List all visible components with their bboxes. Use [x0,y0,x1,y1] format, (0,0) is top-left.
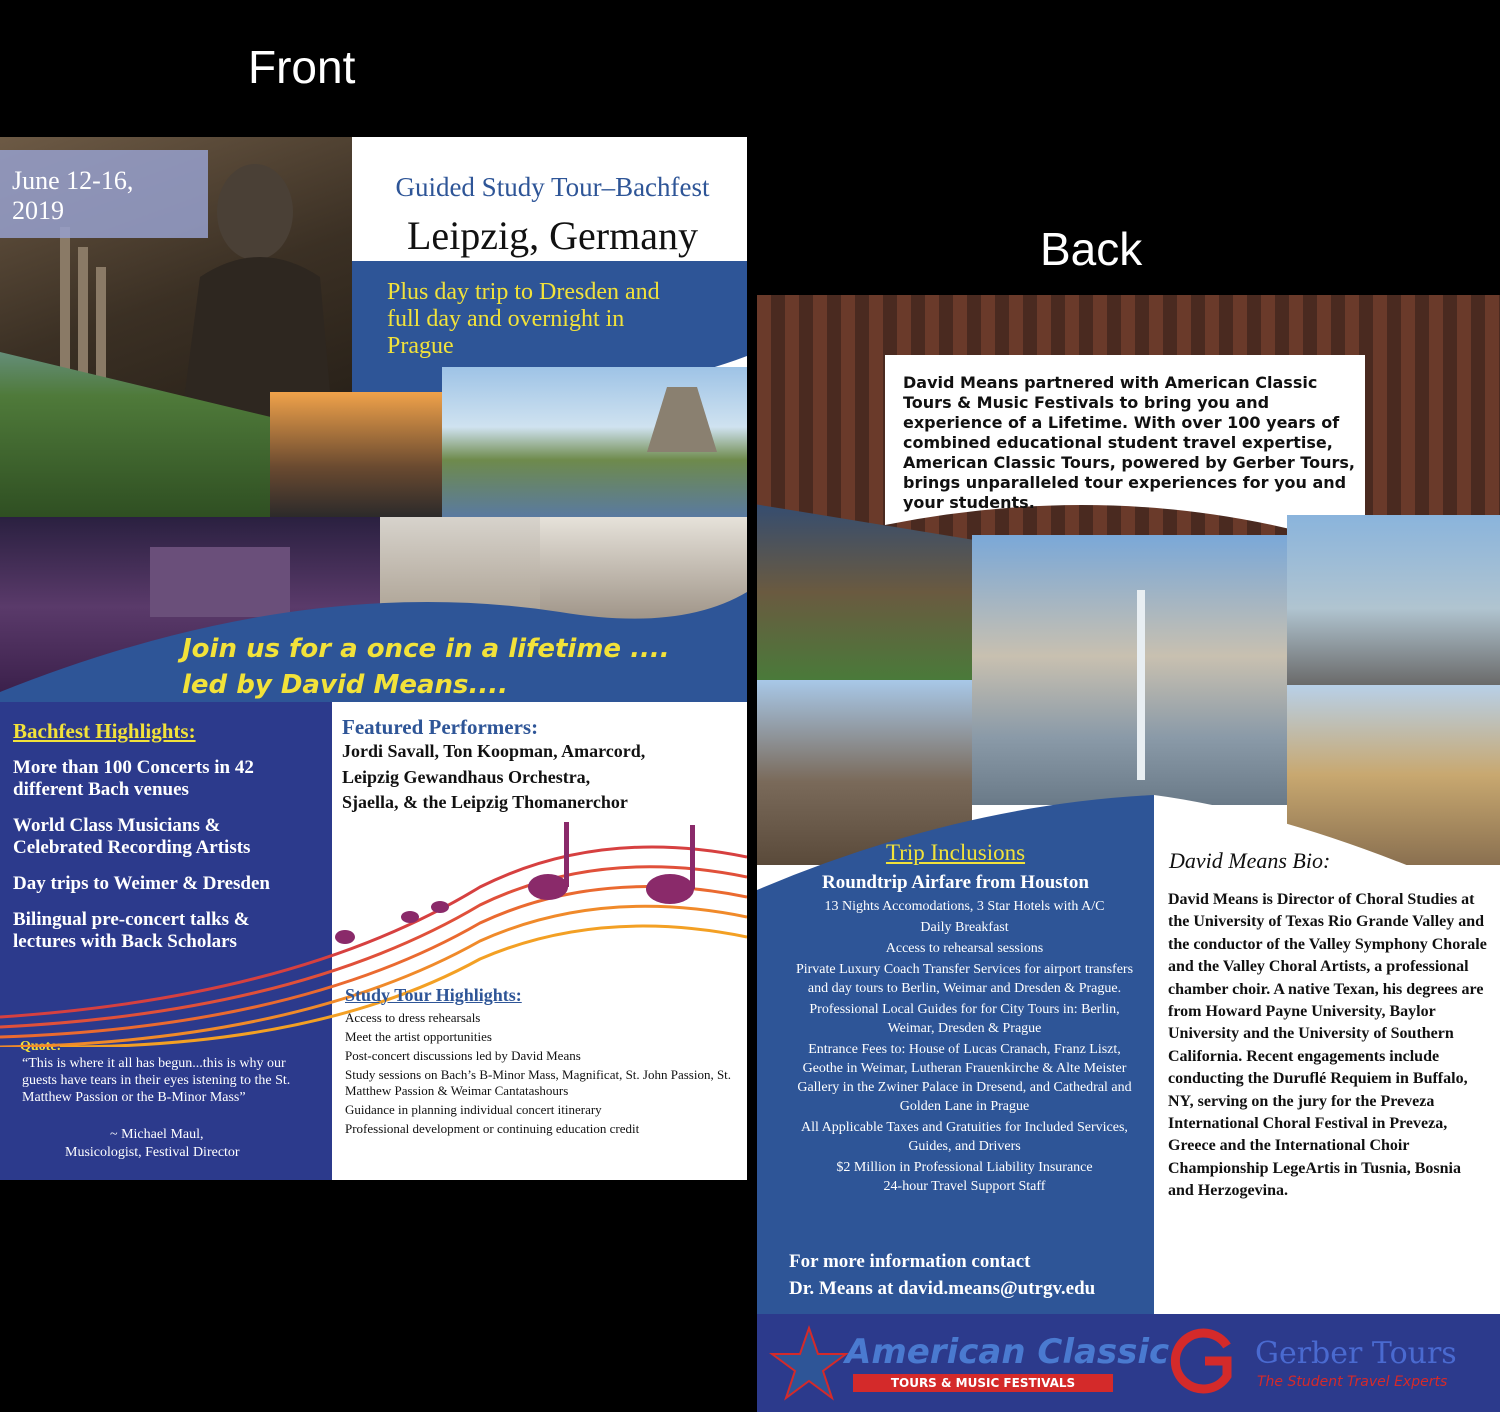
study-item: Professional development or continuing education credit [345,1121,640,1136]
inclusion-item: Access to rehearsal sessions [885,941,1044,956]
study-item: Meet the artist opportunities [345,1029,492,1044]
contact-line-2 [789,1278,1095,1300]
tour-date: June 12-16, 2019 [12,166,134,225]
inclusion-item: 24-hour Travel Support Staff [883,1179,1046,1194]
inclusion-item: Pirvate Luxury Coach Transfer Services for airport transfers and day tours to Berlin, Weimar and Dresden & Prague. [795,962,1134,996]
highlight-item: Day trips to Weimer & Dresden [13,873,271,894]
performer-line: Leipzig Gewandhaus Orchestra, [342,767,591,787]
inclusion-item: $2 Million in Professional Liability Insurance [836,1160,1093,1175]
american-classic-logo: American Classic [845,1332,1170,1372]
inclusion-item: All Applicable Taxes and Gratuities for Included Services, Guides, and Drivers [801,1120,1128,1154]
performer-line: Jordi Savall, Ton Koopman, Amarcord, [342,741,646,761]
study-item: Guidance in planning individual concert itinerary [345,1102,602,1117]
modern-church-photo [1287,515,1500,685]
highlight-item: More than 100 Concerts in 42 different Bach venues [13,757,254,800]
back-label: Back [1040,223,1143,275]
study-item: Study sessions on Bach’s B-Minor Mass, Magnificat, St. John Passion, St. Matthew Passion & Weimar Cantatashours [345,1067,732,1098]
study-title: Study Tour Highlights: [345,985,522,1005]
join-line-1: Join us for a once in a lifetime .... [182,634,670,664]
performer-line: Sjaella, & the Leipzig Thomanerchor [342,792,628,812]
contact-line-1: For more information contact [789,1251,1031,1272]
daytrip-text: Plus day trip to Dresden and full day and overnight in Prague [387,279,660,359]
gerber-logo-sub: The Student Travel Experts [1257,1374,1448,1390]
study-item: Access to dress rehearsals [345,1010,481,1025]
date-box [0,150,208,238]
quote-label: Quote: [20,1039,62,1054]
inclusions-lead: Roundtrip Airfare from Houston [822,872,1089,893]
american-classic-sub: TOURS & MUSIC FESTIVALS [853,1374,1113,1392]
inclusion-item: Entrance Fees to: House of Lucas Cranach, Franz Liszt, Geothe in Weimar, Lutheran Frauenkirche & Alte Meister Gallery in the Zwiner Palace in Dresend, and Cathedral and Golden Lane in Prague [797,1042,1132,1114]
palace-sunset-photo [270,392,445,517]
quote-text: “This is where it all has begun...this is why our guests have tears in their eyes istening to the St. Matthew Passion or the B-Minor Mass” [22,1056,291,1105]
bio-text: David Means is Director of Choral Studies at the University of Texas Rio Grande Valley and the conductor of the Valley Symphony Chorale and the Valley Choral Artists, a professional chamber choir. A native Texan, his degrees are from Howard Payne University, Baylor University and the University of Southern California. Recent engagements include conducting the Duruflé Requiem in Buffalo, NY, serving on the jury for the Preveza International Choral Festival in Preveza, Greece and the International Choir Championship LegeArtis in Tusnia, Bosnia and Herzogevina. [1168,891,1487,1200]
contact-prefix: Dr. Means at [789,1278,899,1299]
gerber-logo-icon [1167,1326,1237,1396]
bio-title: David Means Bio: [1169,848,1331,873]
inclusions-title: Trip Inclusions [885,840,1026,865]
study-item: Post-concert discussions led by David Means [345,1048,581,1063]
star-logo-icon [769,1324,849,1404]
logo-footer [757,1314,1500,1412]
front-page [0,137,747,1180]
intro-text: David Means partnered with American Classic Tours & Music Festivals to bring you and experience of a Lifetime. With over 100 years of combined educational student travel expertise, American Classic Tours, powered by Gerber Tours, brings unparalleled tour experiences for you and your students. [903,373,1355,512]
inclusion-item: Professional Local Guides for for City Tours in: Berlin, Weimar, Dresden & Prague [809,1002,1120,1036]
contact-email[interactable]: david.means@utrgv.edu [898,1278,1096,1299]
inclusion-item: Daily Breakfast [920,920,1009,935]
highlights-title: Bachfest Highlights: [13,719,196,743]
front-label: Front [248,41,356,93]
inclusions-list [792,897,1137,1196]
highlight-item: World Class Musicians & Celebrated Recording Artists [13,815,251,858]
highlight-item: Bilingual pre-concert talks & lectures with Back Scholars [13,909,250,952]
quote-author: ~ Michael Maul, [110,1127,204,1142]
quote-role: Musicologist, Festival Director [65,1145,240,1160]
tour-title: Guided Study Tour–Bachfest [395,172,710,202]
monument-photo [442,367,747,517]
back-page [757,295,1500,1412]
join-line-2: led by David Means.... [182,670,509,700]
tour-location: Leipzig, Germany [407,213,698,258]
study-list [345,1010,737,1137]
inclusion-item: 13 Nights Accomodations, 3 Star Hotels with A/C [824,899,1105,914]
gerber-logo-text: Gerber Tours [1255,1336,1457,1371]
performers-title: Featured Performers: [342,715,539,739]
opera-fountain-photo [972,535,1287,805]
